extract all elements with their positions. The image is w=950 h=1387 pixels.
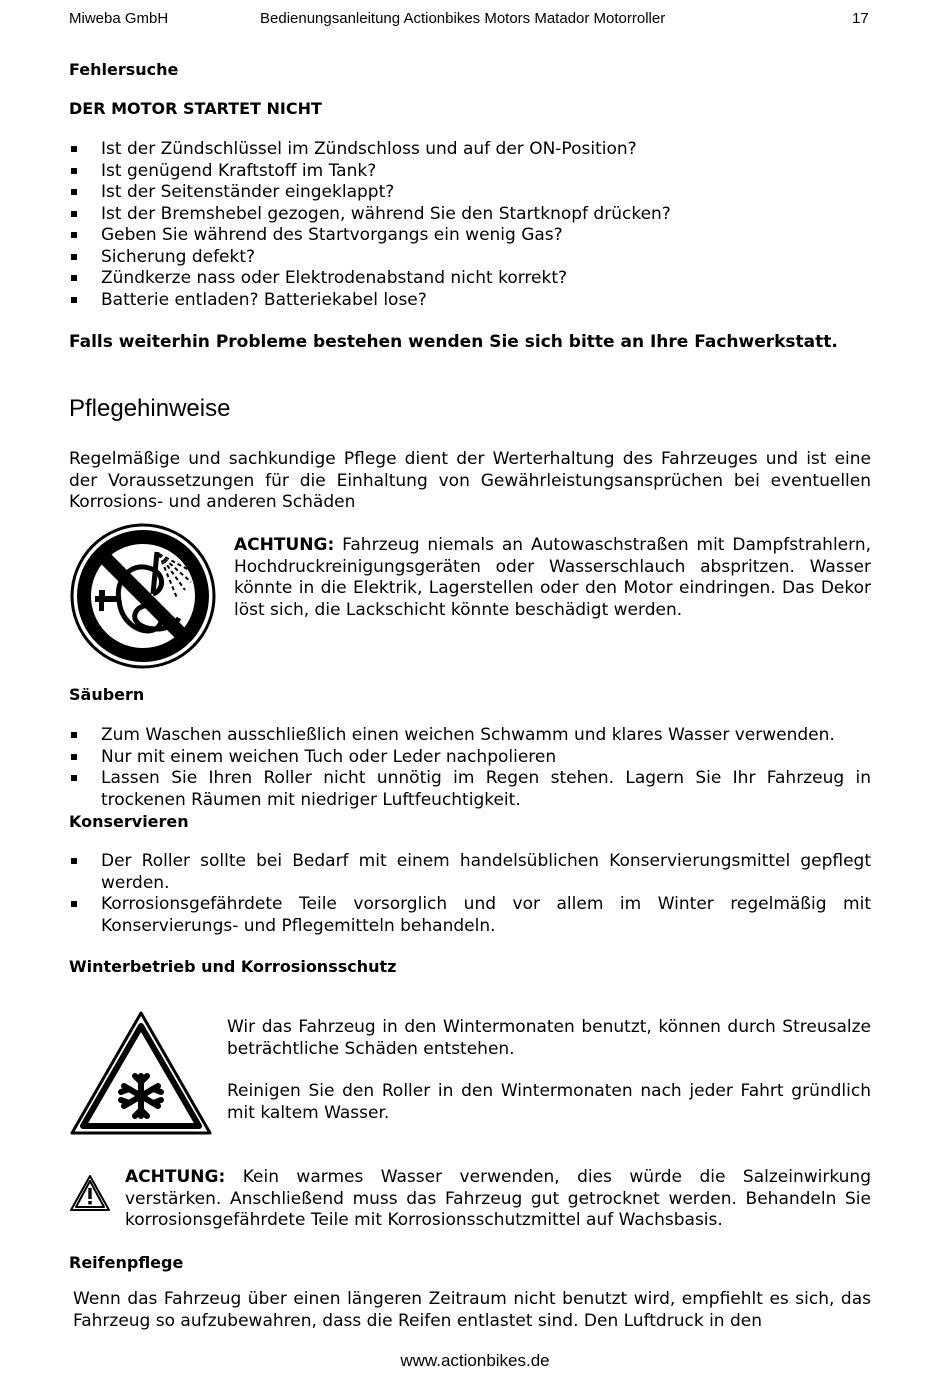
- care-heading: Pflegehinweise: [69, 395, 231, 422]
- list-item: Zum Waschen ausschließlich einen weichen Schwamm und klares Wasser verwenden.: [69, 725, 871, 747]
- list-item: Batterie entladen? Batteriekabel lose?: [69, 290, 871, 312]
- caution-icon: [69, 1174, 111, 1212]
- preserving-heading: Konservieren: [69, 812, 189, 831]
- no-water-hose-icon: [69, 522, 217, 670]
- preserving-list: [69, 851, 871, 937]
- tires-heading: Reifenpflege: [69, 1253, 184, 1272]
- warning-text: Kein warmes Wasser verwenden, dies würde die Salzeinwirkung verstärken. Anschließend muss das Fahrzeug gut getrocknet werden. Behandeln Sie korrosionsgefährdete Teile mit Korrosionsschutzmittel auf Wachsbasis.: [125, 1167, 871, 1230]
- list-item: Lassen Sie Ihren Roller nicht unnötig im Regen stehen. Lagern Sie Ihr Fahrzeug in trockenen Räumen mit niedriger Luftfeuchtigkeit.: [69, 768, 871, 811]
- list-item: Ist der Seitenständer eingeklappt?: [69, 182, 871, 204]
- list-item: Sicherung defekt?: [69, 247, 871, 269]
- page-number: 17: [852, 10, 869, 27]
- header-company: Miweba GmbH: [69, 10, 169, 27]
- list-item: Nur mit einem weichen Tuch oder Leder nachpolieren: [69, 747, 871, 769]
- list-item: Korrosionsgefährdete Teile vorsorglich und vor allem im Winter regelmäßig mit Konservierungs- und Pflegemitteln behandeln.: [69, 894, 871, 937]
- winter-warning: [125, 1167, 871, 1232]
- footer-url: www.actionbikes.de: [400, 1351, 550, 1370]
- list-item: Ist der Zündschlüssel im Zündschloss und auf der ON-Position?: [69, 139, 871, 161]
- troubleshooting-heading: Fehlersuche: [69, 60, 179, 79]
- snow-warning-icon: [69, 1010, 213, 1136]
- troubleshooting-list: [69, 139, 871, 311]
- cleaning-list: [69, 725, 871, 811]
- warning-text: Fahrzeug niemals an Autowaschstraßen mit Dampfstrahlern, Hochdruckreinigungsgeräten oder Wasserschlauch abspritzen. Wasser könnte in die Elektrik, Lagerstellen oder den Motor eindringen. Das Dekor löst sich, die Lackschicht könnte beschädigt werden.: [234, 535, 871, 620]
- warning-label: ACHTUNG:: [234, 535, 335, 555]
- list-item: Ist genügend Kraftstoff im Tank?: [69, 161, 871, 183]
- warning-label: ACHTUNG:: [125, 1167, 226, 1187]
- winter-paragraph-2: Reinigen Sie den Roller in den Wintermonaten nach jeder Fahrt gründlich mit kaltem Wasser.: [227, 1081, 871, 1123]
- troubleshooting-note: Falls weiterhin Probleme bestehen wenden Sie sich bitte an Ihre Fachwerkstatt.: [69, 332, 838, 352]
- troubleshooting-subheading: DER MOTOR STARTET NICHT: [69, 99, 322, 118]
- tires-text: Wenn das Fahrzeug über einen längeren Zeitraum nicht benutzt wird, empfiehlt es sich, das Fahrzeug so aufzubewahren, dass die Reifen entlastet sind. Den Luftdruck in den: [73, 1289, 871, 1331]
- cleaning-heading: Säubern: [69, 685, 145, 704]
- list-item: Der Roller sollte bei Bedarf mit einem handelsüblichen Konservierungsmittel gepflegt werden.: [69, 851, 871, 894]
- winter-heading: Winterbetrieb und Korrosionsschutz: [69, 957, 397, 976]
- care-intro: Regelmäßige und sachkundige Pflege dient der Werterhaltung des Fahrzeuges und ist eine der Voraussetzungen für die Einhaltung von Gewährleistungsansprüchen bei eventuellen Korrosions- und anderen Schäden: [69, 449, 871, 512]
- care-warning: [234, 535, 871, 621]
- header-title: Bedienungsanleitung Actionbikes Motors Matador Motorroller: [260, 10, 666, 27]
- list-item: Zündkerze nass oder Elektrodenabstand nicht korrekt?: [69, 268, 871, 290]
- winter-paragraph-1: Wir das Fahrzeug in den Wintermonaten benutzt, können durch Streusalze beträchtliche Schäden entstehen.: [227, 1017, 871, 1059]
- list-item: Ist der Bremshebel gezogen, während Sie den Startknopf drücken?: [69, 204, 871, 226]
- list-item: Geben Sie während des Startvorgangs ein wenig Gas?: [69, 225, 871, 247]
